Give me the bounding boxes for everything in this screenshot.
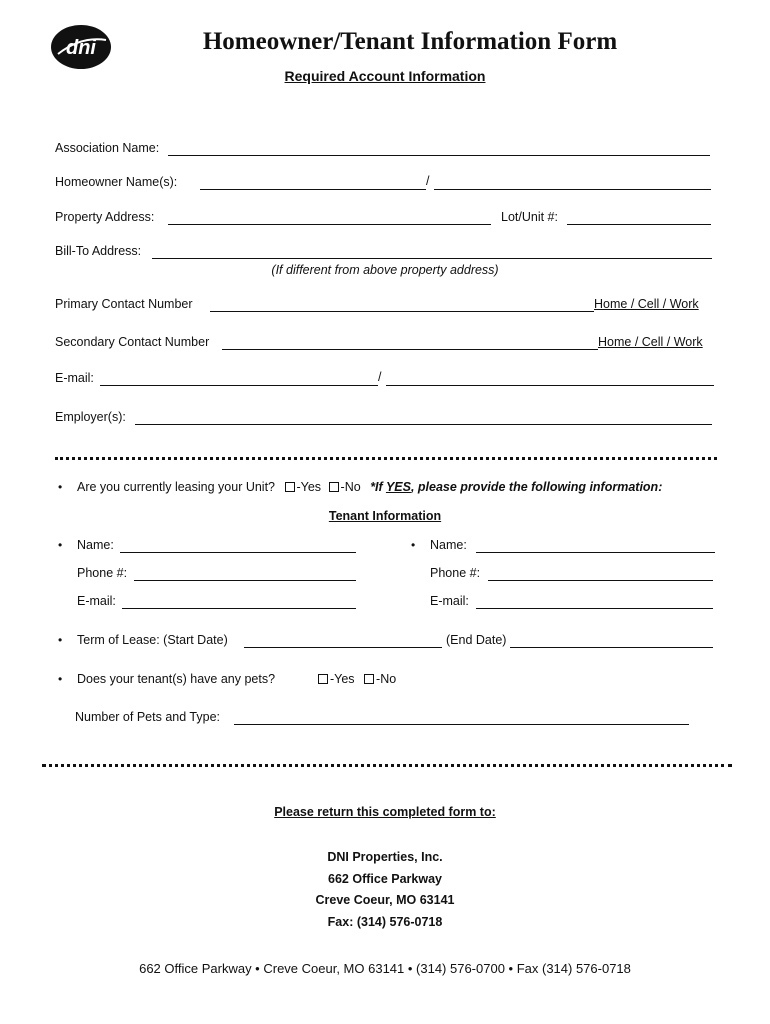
checkbox-icon[interactable]	[318, 674, 328, 684]
primary-contact-type: Home / Cell / Work	[594, 297, 699, 311]
primary-contact-label: Primary Contact Number	[55, 297, 193, 311]
leasing-no-option[interactable]	[329, 480, 361, 494]
secondary-contact-field[interactable]	[222, 349, 598, 350]
tenant1-phone-field[interactable]	[134, 580, 356, 581]
footer-address: 662 Office Parkway • Creve Coeur, MO 63141 • (314) 576-0700 • Fax (314) 576-0718	[139, 961, 631, 976]
dotted-divider-1	[55, 457, 717, 460]
tenant2-email-label: E-mail:	[430, 594, 469, 608]
term-end-field[interactable]	[510, 647, 713, 648]
form-title: Homeowner/Tenant Information Form	[202, 28, 618, 55]
pets-options	[318, 672, 396, 686]
secondary-contact-label: Secondary Contact Number	[55, 335, 210, 349]
homeowner-name-field-2[interactable]	[434, 189, 711, 190]
leasing-yes-option[interactable]	[285, 480, 322, 494]
email-field-1[interactable]	[100, 385, 378, 386]
tenant2-phone-field[interactable]	[488, 580, 713, 581]
leasing-no-label: -No	[340, 480, 361, 494]
leasing-note-yes: YES	[385, 480, 411, 494]
leasing-question-text: Are you currently leasing your Unit?	[77, 480, 276, 494]
pets-type-label: Number of Pets and Type:	[75, 710, 220, 724]
bullet: •	[58, 672, 63, 686]
term-start-label: Term of Lease: (Start Date)	[77, 633, 228, 647]
leasing-question	[77, 480, 662, 494]
return-city: Creve Coeur, MO 63141	[315, 893, 455, 907]
association-name-label: Association Name:	[55, 141, 160, 155]
term-start-field[interactable]	[244, 647, 442, 648]
tenant1-name-field[interactable]	[120, 552, 356, 553]
secondary-contact-type: Home / Cell / Work	[598, 335, 703, 349]
association-name-field[interactable]	[168, 155, 710, 156]
bullet: •	[58, 538, 63, 552]
property-address-field[interactable]	[168, 224, 491, 225]
pets-yes-option[interactable]	[318, 672, 355, 686]
pets-yes-label: -Yes	[330, 672, 355, 686]
tenant2-email-field[interactable]	[476, 608, 713, 609]
pets-no-label: -No	[376, 672, 397, 686]
tenant-information-heading: Tenant Information	[328, 509, 442, 523]
tenant2-phone-label: Phone #:	[430, 566, 481, 580]
bullet: •	[411, 538, 416, 552]
tenant2-name-field[interactable]	[476, 552, 715, 553]
tenant1-email-field[interactable]	[122, 608, 356, 609]
bill-to-address-label: Bill-To Address:	[55, 244, 142, 258]
homeowner-name-label: Homeowner Name(s):	[55, 175, 178, 189]
bullet: •	[58, 480, 63, 494]
lot-unit-field[interactable]	[567, 224, 711, 225]
term-end-label: (End Date)	[446, 633, 507, 647]
checkbox-icon[interactable]	[364, 674, 374, 684]
pets-no-option[interactable]	[364, 672, 396, 686]
leasing-note-prefix: *If	[370, 480, 386, 494]
checkbox-icon[interactable]	[285, 482, 295, 492]
bill-to-note: (If different from above property address)	[271, 263, 499, 277]
svg-text:dni: dni	[66, 37, 96, 59]
checkbox-icon[interactable]	[329, 482, 339, 492]
leasing-yes-label: -Yes	[296, 480, 322, 494]
leasing-note	[370, 480, 662, 494]
pets-question: Does your tenant(s) have any pets?	[77, 672, 276, 686]
email-label: E-mail:	[55, 371, 94, 385]
tenant1-phone-label: Phone #:	[77, 566, 128, 580]
homeowner-separator: /	[426, 174, 430, 188]
dotted-divider-2	[42, 764, 732, 767]
pets-type-field[interactable]	[234, 724, 689, 725]
tenant2-name-label: Name:	[430, 538, 467, 552]
tenant1-email-label: E-mail:	[77, 594, 116, 608]
email-separator: /	[378, 370, 382, 384]
property-address-label: Property Address:	[55, 210, 155, 224]
return-company: DNI Properties, Inc.	[327, 850, 443, 864]
email-field-2[interactable]	[386, 385, 714, 386]
tenant1-name-label: Name:	[77, 538, 114, 552]
form-subtitle: Required Account Information	[284, 68, 486, 84]
employer-label: Employer(s):	[55, 410, 126, 424]
leasing-note-suffix: , please provide the following information:	[410, 480, 663, 494]
bill-to-address-field[interactable]	[152, 258, 712, 259]
employer-field[interactable]	[135, 424, 712, 425]
homeowner-name-field-1[interactable]	[200, 189, 426, 190]
lot-unit-label: Lot/Unit #:	[501, 210, 558, 224]
return-fax: Fax: (314) 576-0718	[327, 915, 443, 929]
return-heading: Please return this completed form to:	[274, 805, 496, 819]
bullet: •	[58, 633, 63, 647]
return-street: 662 Office Parkway	[328, 872, 442, 886]
primary-contact-field[interactable]	[210, 311, 594, 312]
